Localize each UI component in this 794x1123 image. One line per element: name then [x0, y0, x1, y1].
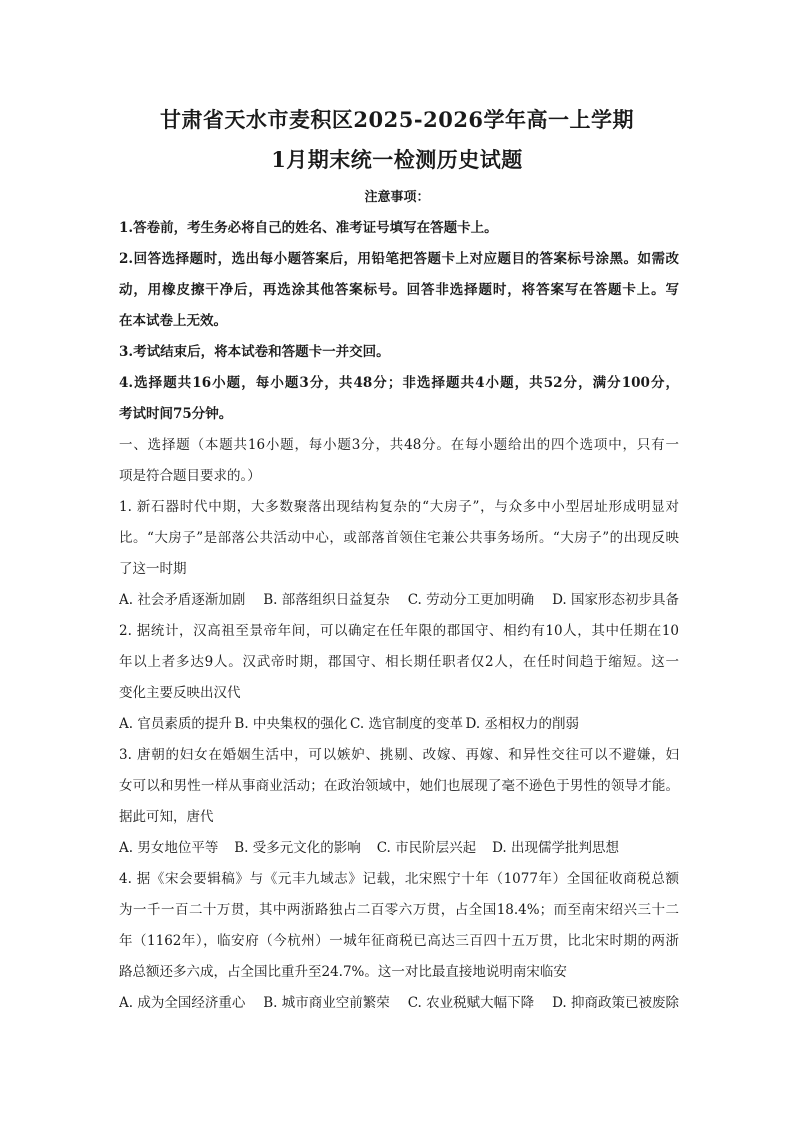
notice-item-4-line2: 考试时间75分钟。 — [119, 406, 233, 422]
option-a[interactable]: A. 社会矛盾逐渐加剧 — [119, 592, 246, 608]
question-4-line3: 年（1162年），临安府（今杭州）一城年征商税已高达三百四十五万贯，比北宋时期的两浙 — [119, 933, 679, 949]
question-1-line2: 比。“大房子”是部落公共活动中心，或部落首领住宅兼公共事务场所。“大房子”的出现反映 — [119, 530, 679, 546]
question-1-line3: 了这一时期 — [119, 561, 187, 577]
question-4-line1: 4. 据《宋会要辑稿》与《元丰九域志》记载，北宋熙宁十年（1077年）全国征收商税总额 — [119, 871, 679, 887]
question-4-line4: 路总额还多六成，占全国比重升至24.7%。这一对比最直接地说明南宋临安 — [119, 964, 567, 980]
option-a[interactable]: A. 男女地位平等 — [119, 840, 219, 856]
question-3-line3: 据此可知，唐代 — [119, 809, 214, 825]
option-b[interactable]: B. 受多元文化的影响 — [234, 840, 361, 856]
option-d[interactable]: D. 国家形态初步具备 — [552, 592, 679, 608]
question-4-options — [119, 991, 679, 1011]
exam-title-line2: 1月期末统一检测历史试题 — [271, 147, 523, 172]
question-2-line2: 年以上者多达9人。汉武帝时期，郡国守、相长期任职者仅2人，在任时间趋于缩短。这一 — [119, 654, 679, 670]
question-3-line1: 3. 唐朝的妇女在婚姻生活中，可以嫉妒、挑剔、改嫁、再嫁、和异性交往可以不避嫌，妇 — [119, 747, 679, 763]
option-c[interactable]: C. 农业税赋大幅下降 — [407, 995, 535, 1011]
notice-item-2-line2: 动，用橡皮擦干净后，再选涂其他答案标号。回答非选择题时，将答案写在答题卡上。写 — [119, 282, 679, 298]
question-2-line3: 变化主要反映出汉代 — [119, 685, 241, 701]
option-d[interactable]: D. 抑商政策已被废除 — [552, 995, 679, 1011]
exam-title-line1: 甘肃省天水市麦积区2025-2026学年高一上学期 — [159, 107, 635, 132]
option-b[interactable]: B. 中央集权的强化 — [234, 716, 348, 732]
option-c[interactable]: C. 市民阶层兴起 — [376, 840, 477, 856]
question-3-line2: 女可以和男性一样从事商业活动；在政治领域中，她们也展现了毫不逊色于男性的领导才能。 — [119, 778, 679, 794]
question-4-line2: 为一千一百二十万贯，其中两浙路独占二百零六万贯，占全国18.4%；而至南宋绍兴三十二 — [119, 902, 679, 918]
question-2-line1: 2. 据统计，汉高祖至景帝年间，可以确定在任年限的郡国守、相约有10人，其中任期在10 — [119, 623, 679, 639]
question-2-options — [119, 712, 579, 732]
option-a[interactable]: A. 成为全国经济重心 — [119, 995, 246, 1011]
notice-item-4-line1: 4.选择题共16小题，每小题3分，共48分；非选择题共4小题，共52分，满分100分， — [119, 375, 679, 391]
option-c[interactable]: C. 劳动分工更加明确 — [407, 592, 535, 608]
option-b[interactable]: B. 部落组织日益复杂 — [263, 592, 390, 608]
option-a[interactable]: A. 官员素质的提升 — [119, 716, 232, 732]
notice-item-3: 3.考试结束后，将本试卷和答题卡一并交回。 — [119, 344, 390, 360]
notice-item-2-line3: 在本试卷上无效。 — [119, 313, 227, 329]
section-heading-line1: 一、选择题（本题共16小题，每小题3分，共48分。在每小题给出的四个选项中，只有一 — [119, 437, 679, 453]
notice-item-1: 1.答卷前，考生务必将自己的姓名、准考证号填写在答题卡上。 — [119, 220, 498, 236]
option-d[interactable]: D. 丞相权力的削弱 — [465, 716, 579, 732]
question-3-options — [119, 836, 619, 856]
notice-heading: 注意事项： — [364, 190, 430, 205]
question-1-line1: 1. 新石器时代中期，大多数聚落出现结构复杂的“大房子”，与众多中小型居址形成明显对 — [119, 499, 679, 515]
question-1-options — [119, 588, 679, 608]
option-c[interactable]: C. 选官制度的变革 — [350, 716, 463, 732]
option-b[interactable]: B. 城市商业空前繁荣 — [263, 995, 390, 1011]
option-d[interactable]: D. 出现儒学批判思想 — [492, 840, 619, 856]
notice-item-2-line1: 2.回答选择题时，选出每小题答案后，用铅笔把答题卡上对应题目的答案标号涂黑。如需改 — [119, 251, 679, 267]
section-heading-line2: 项是符合题目要求的。） — [119, 468, 261, 484]
